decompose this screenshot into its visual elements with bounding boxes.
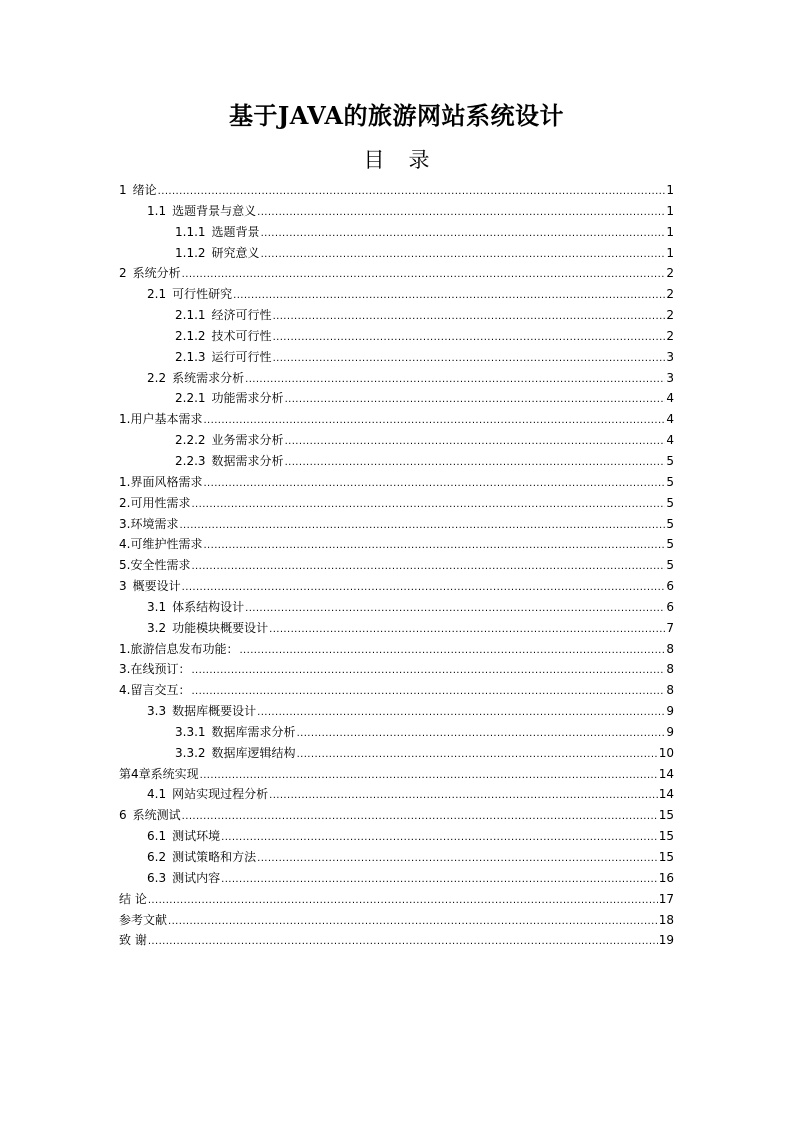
toc-entry[interactable] bbox=[119, 326, 674, 347]
toc-entry[interactable] bbox=[119, 263, 674, 284]
toc-leader-dots bbox=[200, 764, 658, 787]
toc-leader-dots bbox=[158, 180, 666, 203]
toc-entry-number: 6.1 bbox=[147, 829, 167, 844]
toc-entry-label: 致 谢 bbox=[119, 933, 147, 948]
toc-entry[interactable] bbox=[119, 784, 674, 805]
toc-entry-page: 4 bbox=[666, 412, 674, 427]
toc-entry-page: 6 bbox=[666, 579, 674, 594]
toc-entry-label: 经济可行性 bbox=[211, 308, 272, 323]
toc-entry-page: 14 bbox=[658, 766, 674, 781]
toc-entry-label: 网站实现过程分析 bbox=[172, 787, 269, 802]
toc-entry-page: 5 bbox=[666, 474, 674, 489]
toc-entry-number: 3.1 bbox=[147, 599, 167, 614]
toc-entry-page: 14 bbox=[658, 787, 674, 802]
toc-entry[interactable] bbox=[119, 639, 674, 660]
toc-entry-page: 5 bbox=[666, 558, 674, 573]
toc-entry-label: 测试环境 bbox=[172, 829, 221, 844]
toc-entry-label: 选题背景与意义 bbox=[172, 203, 257, 218]
toc-leader-dots bbox=[191, 659, 665, 682]
toc-leader-dots bbox=[179, 514, 665, 537]
toc-entry-label: 1.旅游信息发布功能： bbox=[119, 641, 239, 656]
toc-entry-number: 2.1 bbox=[147, 287, 167, 302]
toc-entry-number: 3.3 bbox=[147, 704, 167, 719]
toc-entry-page: 2 bbox=[666, 287, 674, 302]
toc-entry-label: 体系结构设计 bbox=[172, 599, 245, 614]
toc-entry-label: 4.留言交互： bbox=[119, 683, 191, 698]
toc-entry-page: 5 bbox=[666, 537, 674, 552]
toc-entry-label: 数据库概要设计 bbox=[172, 704, 257, 719]
toc-entry-number: 2.1.1 bbox=[175, 308, 206, 323]
toc-entry-page: 17 bbox=[658, 891, 674, 906]
toc-entry[interactable] bbox=[119, 180, 674, 201]
toc-leader-dots bbox=[273, 305, 666, 328]
toc-entry-page: 2 bbox=[666, 328, 674, 343]
toc-leader-dots bbox=[221, 826, 658, 849]
toc-entry-label: 选题背景 bbox=[211, 224, 260, 239]
document-title: 基于JAVA的旅游网站系统设计 bbox=[228, 101, 565, 130]
toc-entry-label: 测试策略和方法 bbox=[172, 850, 257, 864]
toc-leader-dots bbox=[297, 722, 666, 745]
toc-leader-dots bbox=[261, 222, 666, 245]
toc-entry-page: 4 bbox=[666, 391, 674, 406]
toc-entry-page: 1 bbox=[666, 245, 674, 260]
toc-entry[interactable] bbox=[119, 847, 674, 868]
toc-entry-label: 5.安全性需求 bbox=[119, 558, 191, 573]
toc-entry-label: 运行可行性 bbox=[211, 349, 272, 364]
toc-entry-number: 3.3.1 bbox=[175, 724, 206, 739]
toc-leader-dots bbox=[203, 534, 665, 557]
toc-entry-page: 16 bbox=[658, 870, 674, 885]
toc-entry-page: 18 bbox=[658, 912, 674, 927]
toc-entry-number: 3 bbox=[119, 579, 127, 594]
toc-entry-page: 19 bbox=[658, 933, 674, 948]
toc-entry-number: 3.2 bbox=[147, 620, 167, 635]
toc-entry-label: 研究意义 bbox=[211, 245, 260, 260]
toc-leader-dots bbox=[297, 743, 658, 766]
toc-entry-number: 2.2.3 bbox=[175, 453, 206, 468]
toc-leader-dots bbox=[285, 388, 666, 411]
toc-entry[interactable] bbox=[119, 451, 674, 472]
toc-entry-label: 参考文献 bbox=[119, 912, 168, 927]
toc-leader-dots bbox=[233, 284, 665, 307]
toc-heading bbox=[0, 146, 793, 174]
toc-entry-page: 3 bbox=[666, 370, 674, 385]
toc-entry-page: 5 bbox=[666, 516, 674, 531]
toc-entry-label: 数据需求分析 bbox=[211, 453, 284, 468]
toc-entry-number: 1.1 bbox=[147, 203, 167, 218]
toc-entry-label: 测试内容 bbox=[172, 870, 221, 885]
toc-entry[interactable] bbox=[119, 826, 674, 847]
toc-entry-page: 9 bbox=[666, 724, 674, 739]
toc-entry-label: 1.界面风格需求 bbox=[119, 474, 203, 489]
toc-leader-dots bbox=[191, 493, 665, 516]
toc-entry-label: 3.环境需求 bbox=[119, 516, 179, 531]
toc-entry[interactable] bbox=[119, 659, 674, 680]
toc-entry[interactable] bbox=[119, 388, 674, 409]
toc-entry[interactable] bbox=[119, 576, 674, 597]
toc-leader-dots bbox=[273, 347, 666, 370]
toc-entry-label: 4.可维护性需求 bbox=[119, 537, 203, 552]
toc-entry-page: 5 bbox=[666, 453, 674, 468]
table-of-contents bbox=[119, 180, 674, 951]
toc-entry-number: 2.1.2 bbox=[175, 328, 206, 343]
toc-entry-label: 数据库逻辑结构 bbox=[211, 745, 296, 760]
toc-leader-dots bbox=[182, 805, 658, 828]
toc-entry-label: 业务需求分析 bbox=[211, 433, 284, 448]
toc-leader-dots bbox=[168, 910, 658, 933]
toc-entry-number: 2 bbox=[119, 266, 127, 281]
toc-entry-label: 功能模块概要设计 bbox=[172, 620, 269, 635]
toc-entry[interactable] bbox=[119, 597, 674, 618]
toc-heading-part2: 录 bbox=[408, 148, 430, 172]
toc-entry[interactable] bbox=[119, 680, 674, 701]
toc-entry[interactable] bbox=[119, 222, 674, 243]
toc-entry-page: 7 bbox=[666, 620, 674, 635]
toc-leader-dots bbox=[191, 680, 665, 703]
toc-entry[interactable] bbox=[119, 743, 674, 764]
toc-leader-dots bbox=[285, 451, 666, 474]
toc-entry[interactable] bbox=[119, 368, 674, 389]
toc-entry-label: 2.可用性需求 bbox=[119, 495, 191, 510]
toc-entry-number: 2.2.1 bbox=[175, 391, 206, 406]
toc-entry-number: 6.2 bbox=[147, 850, 167, 864]
toc-entry-label: 第4章系统实现 bbox=[119, 766, 199, 781]
toc-leader-dots bbox=[148, 889, 658, 912]
toc-entry-number: 2.2.2 bbox=[175, 433, 206, 448]
toc-entry[interactable] bbox=[119, 201, 674, 222]
toc-entry[interactable] bbox=[119, 305, 674, 326]
toc-entry[interactable] bbox=[119, 910, 674, 931]
toc-entry-number: 2.2 bbox=[147, 370, 167, 385]
toc-entry[interactable] bbox=[119, 347, 674, 368]
toc-entry-label: 数据库需求分析 bbox=[211, 724, 296, 739]
toc-leader-dots bbox=[269, 784, 658, 807]
toc-entry-label: 系统测试 bbox=[132, 808, 181, 823]
toc-leader-dots bbox=[239, 639, 665, 662]
toc-entry-number: 6 bbox=[119, 808, 127, 823]
toc-leader-dots bbox=[191, 555, 665, 578]
toc-entry-label: 功能需求分析 bbox=[211, 391, 284, 406]
toc-entry[interactable] bbox=[119, 409, 674, 430]
toc-leader-dots bbox=[285, 430, 666, 453]
toc-entry-number: 1.1.1 bbox=[175, 224, 206, 239]
toc-entry-page: 8 bbox=[666, 683, 674, 698]
toc-leader-dots bbox=[221, 868, 658, 891]
toc-entry[interactable] bbox=[119, 514, 674, 535]
toc-leader-dots bbox=[203, 472, 665, 495]
toc-entry[interactable] bbox=[119, 555, 674, 576]
toc-entry[interactable] bbox=[119, 430, 674, 451]
toc-entry[interactable] bbox=[119, 805, 674, 826]
toc-entry-page: 9 bbox=[666, 704, 674, 719]
toc-entry-number: 6.3 bbox=[147, 870, 167, 885]
toc-entry[interactable] bbox=[119, 930, 674, 951]
toc-entry[interactable] bbox=[119, 889, 674, 910]
toc-entry-page: 4 bbox=[666, 433, 674, 448]
toc-entry-label: 概要设计 bbox=[132, 579, 181, 594]
toc-entry-label: 系统需求分析 bbox=[172, 370, 245, 385]
toc-entry[interactable] bbox=[119, 472, 674, 493]
toc-heading-part1: 目 bbox=[363, 148, 385, 172]
toc-leader-dots bbox=[273, 326, 666, 349]
toc-leader-dots bbox=[257, 701, 665, 724]
toc-entry-page: 1 bbox=[666, 203, 674, 218]
toc-entry-page: 2 bbox=[666, 308, 674, 323]
toc-entry[interactable] bbox=[119, 243, 674, 264]
toc-entry-label: 可行性研究 bbox=[172, 287, 233, 302]
toc-entry-page: 1 bbox=[666, 224, 674, 239]
toc-entry[interactable] bbox=[119, 284, 674, 305]
toc-entry-number: 1.1.2 bbox=[175, 245, 206, 260]
toc-entry-page: 2 bbox=[666, 266, 674, 281]
toc-entry-page: 8 bbox=[666, 662, 674, 677]
toc-entry-label: 技术可行性 bbox=[211, 328, 272, 343]
toc-entry-page: 1 bbox=[666, 183, 674, 197]
toc-entry-number: 4.1 bbox=[147, 787, 167, 802]
toc-entry-page: 8 bbox=[666, 641, 674, 656]
toc-leader-dots bbox=[203, 409, 665, 432]
toc-entry[interactable] bbox=[119, 868, 674, 889]
toc-entry[interactable] bbox=[119, 701, 674, 722]
toc-entry[interactable] bbox=[119, 722, 674, 743]
toc-entry-number: 2.1.3 bbox=[175, 349, 206, 364]
toc-leader-dots bbox=[245, 368, 665, 391]
toc-entry[interactable] bbox=[119, 618, 674, 639]
toc-entry-label: 结 论 bbox=[119, 891, 147, 906]
toc-leader-dots bbox=[257, 847, 658, 870]
toc-entry-page: 6 bbox=[666, 599, 674, 614]
toc-entry-number: 3.3.2 bbox=[175, 745, 206, 760]
toc-entry[interactable] bbox=[119, 493, 674, 514]
toc-leader-dots bbox=[148, 930, 658, 953]
toc-entry-number: 1 bbox=[119, 183, 127, 197]
toc-entry-page: 15 bbox=[658, 808, 674, 823]
toc-leader-dots bbox=[245, 597, 665, 620]
toc-entry-page: 15 bbox=[658, 850, 674, 864]
toc-entry-label: 系统分析 bbox=[132, 266, 181, 281]
toc-leader-dots bbox=[257, 201, 665, 224]
toc-entry[interactable] bbox=[119, 534, 674, 555]
toc-entry-page: 3 bbox=[666, 349, 674, 364]
toc-entry-page: 5 bbox=[666, 495, 674, 510]
toc-entry-label: 3.在线预订： bbox=[119, 662, 191, 677]
toc-leader-dots bbox=[182, 263, 666, 286]
toc-leader-dots bbox=[269, 618, 665, 641]
toc-leader-dots bbox=[182, 576, 666, 599]
toc-leader-dots bbox=[261, 243, 666, 266]
toc-entry[interactable] bbox=[119, 764, 674, 785]
toc-entry-page: 10 bbox=[658, 745, 674, 760]
toc-entry-label: 1.用户基本需求 bbox=[119, 412, 203, 427]
toc-entry-label: 绪论 bbox=[132, 183, 157, 197]
toc-entry-page: 15 bbox=[658, 829, 674, 844]
